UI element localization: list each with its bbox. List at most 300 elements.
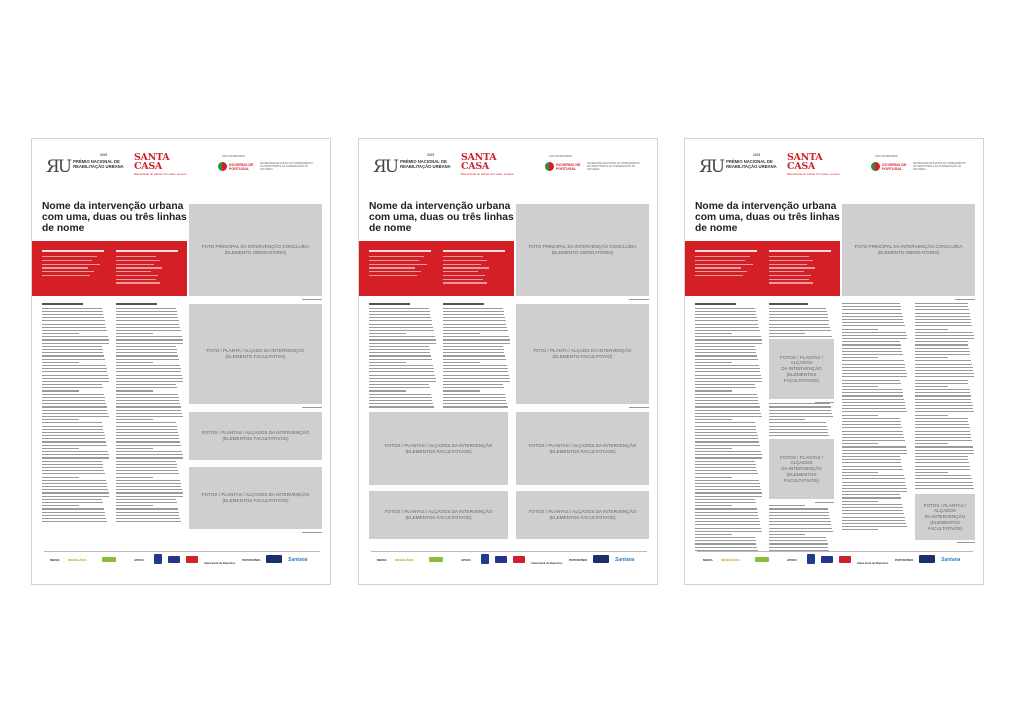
sponsor-logo-s (481, 554, 489, 564)
text-line (369, 390, 406, 391)
text-line (842, 472, 878, 473)
text-line (842, 510, 903, 511)
text-line (695, 537, 755, 538)
gallery-left-note: (ELEMENTOS FACULTATIVOS) (405, 448, 472, 454)
text-line (769, 457, 834, 458)
text-line (369, 349, 430, 350)
secondary-photo-label: FOTO / PLANTA / ALÇADO DA INTERVENÇÃO (206, 348, 305, 354)
text-line (695, 448, 732, 449)
text-line (695, 435, 758, 436)
text-line (842, 399, 904, 400)
text-line (842, 395, 903, 396)
text-line (695, 445, 760, 446)
text-line (915, 459, 968, 460)
text-line (769, 394, 834, 395)
text-line (915, 437, 971, 438)
text-line (842, 325, 905, 326)
gallery-right-note-2: (ELEMENTOS FACULTATIVOS) (549, 515, 616, 520)
text-line (769, 432, 828, 433)
text-line (695, 451, 761, 452)
text-line (443, 349, 504, 350)
text-line (695, 381, 762, 382)
text-line (116, 473, 179, 474)
text-line (842, 376, 907, 377)
text-line (769, 336, 832, 337)
text-line (42, 515, 105, 516)
text-line (42, 505, 79, 506)
text-line (116, 518, 180, 519)
text-line (769, 518, 830, 519)
footer-brand-santana: Santana (288, 557, 308, 563)
santa-casa-logo (134, 153, 187, 176)
ru-mark: ЯU (699, 157, 724, 177)
portugal-emblem-icon (218, 162, 227, 171)
text-line (842, 475, 904, 476)
footer-label-media: MEDIA (377, 558, 387, 562)
text-line (842, 520, 905, 521)
footer-label-apoio: APOIO (787, 558, 797, 562)
sc-tagline: Misericórdia de Lisboa. Por todos, sempre. (787, 172, 841, 176)
text-line (842, 392, 903, 393)
text-line (842, 485, 906, 486)
inline-photo-a-label-2: DA INTERVENÇÃO (781, 366, 822, 372)
text-line (369, 375, 435, 376)
text-line (116, 327, 180, 328)
text-line (769, 368, 834, 369)
text-line (842, 380, 900, 381)
text-line (116, 339, 183, 340)
body-text-column-2 (769, 303, 834, 553)
text-line (842, 494, 900, 495)
text-line (695, 419, 732, 420)
gallery-left-note-2: (ELEMENTOS FACULTATIVOS) (405, 515, 472, 520)
text-line (42, 426, 103, 427)
text-line (42, 314, 103, 315)
text-line (915, 389, 970, 390)
footer-label-patrocinio: PATROCÍNIO (569, 558, 588, 562)
text-line (42, 496, 109, 497)
ru-logo (699, 159, 777, 176)
text-line (695, 375, 761, 376)
sc-line2: CASA (787, 161, 815, 172)
text-line (695, 365, 759, 366)
text-line (695, 422, 755, 423)
text-line (695, 362, 732, 363)
text-line (116, 333, 153, 334)
text-line (42, 368, 107, 369)
text-line (695, 359, 758, 360)
sponsor-logo-red (513, 556, 525, 563)
text-line (842, 488, 907, 489)
sponsor-footer (44, 551, 320, 570)
text-line (915, 322, 971, 323)
band-column-right (443, 250, 509, 286)
text-line (915, 313, 970, 314)
info-band (359, 241, 514, 296)
text-line (116, 486, 181, 487)
text-line (769, 381, 834, 382)
footer-brand-imobiliaria: IMOBILIÁRIA (721, 558, 740, 562)
text-line (915, 373, 974, 374)
text-line (915, 329, 948, 330)
text-line (42, 384, 102, 385)
text-line (42, 457, 109, 458)
text-line (915, 456, 968, 457)
text-line (842, 351, 902, 352)
text-line (116, 521, 181, 522)
section-heading (116, 303, 157, 305)
text-line (116, 371, 181, 372)
text-line (443, 371, 508, 372)
text-line (695, 461, 755, 462)
text-line (842, 456, 900, 457)
section-heading (695, 303, 736, 305)
text-line (42, 327, 106, 328)
text-line (116, 346, 176, 347)
text-line (769, 352, 834, 353)
text-line (116, 512, 179, 513)
text-line (769, 343, 834, 344)
text-line (42, 375, 108, 376)
text-line (443, 330, 508, 331)
main-photo-label: FOTO PRINCIPAL DA INTERVENÇÃO CONCLUÍDA (201, 244, 310, 250)
text-line (769, 426, 827, 427)
text-line (842, 316, 903, 317)
ru-line2: REABILITAÇÃO URBANA (726, 164, 777, 169)
text-line (695, 371, 760, 372)
text-line (443, 352, 504, 353)
text-line (915, 309, 969, 310)
text-line (842, 431, 903, 432)
text-line (695, 477, 732, 478)
text-line (695, 426, 756, 427)
text-line (842, 526, 907, 527)
text-line (842, 329, 878, 330)
text-line (769, 492, 834, 493)
text-line (769, 483, 834, 484)
text-line (443, 311, 504, 312)
secondary-photo-placeholder (189, 304, 322, 404)
sponsor-logo-navy (593, 555, 609, 563)
section-heading (369, 303, 410, 305)
footer-label-apoio: APOIO (134, 558, 144, 562)
text-line (42, 330, 107, 331)
text-line (842, 411, 907, 412)
text-line (769, 339, 834, 340)
text-line (842, 434, 903, 435)
body-text-column-2 (443, 303, 511, 410)
text-line (769, 355, 834, 356)
text-line (695, 355, 757, 356)
text-line (842, 344, 901, 345)
secondary-photo-note: (ELEMENTO FACULTATIVO) (225, 354, 286, 359)
inline-photo-b-label: FOTOS / PLANTAS / ALÇADOS (780, 454, 823, 466)
text-line (915, 475, 971, 476)
text-line (116, 410, 181, 411)
text-line (842, 332, 906, 333)
text-line (116, 457, 183, 458)
sc-line1: SANTA (461, 152, 497, 163)
sponsor-logo-navy (266, 555, 282, 563)
text-line (695, 540, 756, 541)
text-line (915, 386, 948, 387)
text-line (842, 383, 901, 384)
text-line (116, 451, 182, 452)
text-line (116, 368, 181, 369)
text-line (695, 470, 757, 471)
text-line (769, 387, 834, 388)
text-line (42, 508, 104, 509)
sponsor-logo-blue (495, 556, 507, 563)
text-line (116, 422, 176, 423)
text-line (443, 314, 504, 315)
portugal-emblem-icon (545, 162, 554, 171)
text-line (842, 469, 903, 470)
poster-layout-1 (31, 138, 331, 585)
text-line (369, 343, 436, 344)
text-line (915, 472, 948, 473)
ru-line1: PRÉMIO NACIONAL DE (73, 159, 120, 164)
text-line (443, 381, 510, 382)
text-line (695, 502, 756, 503)
text-line (369, 378, 436, 379)
text-line (42, 489, 108, 490)
text-line (842, 427, 902, 428)
text-line (369, 330, 434, 331)
text-line (369, 381, 436, 382)
portugal-emblem-icon (871, 162, 880, 171)
text-line (842, 386, 878, 387)
text-line (769, 540, 827, 541)
text-line (695, 400, 758, 401)
main-photo-note: (ELEMENTO OBRIGATÓRIO) (877, 250, 940, 255)
text-line (695, 483, 760, 484)
sponsor-logo-blue (168, 556, 180, 563)
text-line (842, 373, 907, 374)
text-line (369, 336, 435, 337)
text-line (842, 453, 907, 454)
text-line (769, 346, 834, 347)
text-line (842, 491, 907, 492)
text-line (116, 464, 177, 465)
footer-brand-santana: Santana (941, 557, 961, 563)
text-line (769, 330, 831, 331)
text-line (769, 489, 834, 490)
text-line (116, 483, 181, 484)
main-photo-placeholder (189, 204, 322, 296)
text-line (842, 421, 901, 422)
sponsor-logo-s (807, 554, 815, 564)
text-line (915, 462, 969, 463)
text-line (842, 523, 906, 524)
text-line (769, 416, 833, 417)
text-line (42, 470, 104, 471)
text-line (842, 322, 904, 323)
text-line (915, 402, 972, 403)
sc-tagline: Misericórdia de Lisboa. Por todos, sempre. (461, 172, 515, 176)
gallery-right-row-2 (516, 491, 649, 539)
text-line (695, 492, 762, 493)
ru-year: 2015 (427, 153, 435, 157)
text-line (695, 387, 756, 388)
text-line (695, 512, 758, 513)
text-line (695, 336, 761, 337)
body-text-column-1 (369, 303, 437, 410)
text-line (842, 335, 907, 336)
santa-casa-logo (787, 153, 840, 176)
text-line (42, 359, 105, 360)
text-line (769, 422, 826, 423)
text-line (769, 461, 834, 462)
text-line (915, 440, 972, 441)
text-line (369, 327, 433, 328)
text-line (695, 429, 756, 430)
text-line (42, 381, 109, 382)
text-line (915, 335, 974, 336)
text-line (116, 397, 179, 398)
secondary-photo-label: FOTO / PLANTA / ALÇADO DA INTERVENÇÃO (533, 348, 632, 354)
text-line (116, 502, 177, 503)
footer-brand-cgd: Caixa Geral de Depósitos (204, 562, 236, 565)
text-line (769, 327, 830, 328)
text-line (116, 381, 183, 382)
main-photo-label: FOTO PRINCIPAL DA INTERVENÇÃO CONCLUÍDA (854, 244, 963, 250)
text-line (769, 480, 834, 481)
text-line (42, 438, 105, 439)
info-band (32, 241, 187, 296)
text-line (842, 437, 904, 438)
text-line (42, 336, 108, 337)
text-line (42, 518, 106, 519)
text-line (842, 357, 878, 358)
governo-logo (545, 162, 640, 171)
text-line (42, 419, 79, 420)
text-line (443, 397, 506, 398)
text-line (769, 445, 834, 446)
text-line (369, 320, 432, 321)
text-line (443, 333, 480, 334)
gallery-row-2 (189, 467, 322, 529)
text-line (842, 370, 906, 371)
intervention-title: Nome da intervenção urbana com uma, duas ou três linhas de nome (695, 201, 840, 234)
text-line (915, 408, 973, 409)
text-line (695, 308, 755, 309)
text-line (42, 311, 103, 312)
ru-logo (46, 159, 124, 176)
text-line (695, 547, 757, 548)
text-line (915, 427, 970, 428)
text-line (769, 496, 834, 497)
text-line (695, 473, 758, 474)
text-line (443, 384, 503, 385)
text-line (695, 397, 758, 398)
poster-layout-3 (684, 138, 984, 585)
text-line (769, 441, 834, 442)
band-column-left (369, 250, 435, 279)
text-line (42, 362, 79, 363)
text-line (769, 486, 834, 487)
text-line (443, 308, 503, 309)
text-line (695, 534, 732, 535)
text-line (769, 467, 834, 468)
text-line (915, 431, 970, 432)
governo-logo (871, 162, 966, 171)
text-line (915, 370, 973, 371)
text-line (915, 488, 974, 489)
gallery-label: FOTOS / PLANTAS / ALÇADOS DA INTERVENÇÃO (201, 430, 310, 436)
text-line (42, 454, 109, 455)
text-line (915, 434, 971, 435)
text-line (915, 354, 970, 355)
text-line (842, 424, 901, 425)
text-line (695, 406, 760, 407)
text-line (695, 330, 760, 331)
text-line (769, 308, 826, 309)
text-line (842, 482, 905, 483)
text-line (769, 333, 805, 334)
text-line (116, 441, 180, 442)
text-line (369, 317, 431, 318)
text-line (769, 349, 834, 350)
text-line (42, 339, 109, 340)
text-line (116, 336, 182, 337)
text-line (769, 499, 834, 500)
sponsor-footer (697, 551, 973, 570)
text-line (769, 531, 833, 532)
text-line (842, 354, 903, 355)
text-line (842, 517, 905, 518)
text-line (915, 316, 970, 317)
text-line (42, 406, 107, 407)
footer-label-media: MEDIA (50, 558, 60, 562)
ru-line1: PRÉMIO NACIONAL DE (400, 159, 447, 164)
text-line (695, 333, 732, 334)
text-line (116, 352, 177, 353)
text-line (769, 528, 832, 529)
text-line (443, 368, 508, 369)
gov-line1: GOVERNO DE (882, 162, 907, 167)
text-line (42, 461, 102, 462)
text-line (915, 319, 971, 320)
text-line (915, 303, 968, 304)
text-line (42, 378, 109, 379)
text-line (695, 489, 761, 490)
text-line (42, 349, 103, 350)
gallery-note-2: (ELEMENTOS FACULTATIVOS) (222, 498, 289, 503)
text-line (369, 314, 430, 315)
text-line (116, 324, 179, 325)
gallery-left-label: FOTOS / PLANTAS / ALÇADOS DA INTERVENÇÃO (384, 442, 493, 448)
text-line (369, 384, 429, 385)
inline-photo-c (915, 494, 975, 540)
sponsor-logo-green (755, 557, 769, 562)
text-line (369, 311, 430, 312)
text-line (769, 477, 834, 478)
text-line (769, 435, 829, 436)
sponsor-logo-green (102, 557, 116, 562)
text-line (769, 473, 834, 474)
text-line (842, 440, 905, 441)
text-line (842, 338, 907, 339)
text-line (915, 325, 972, 326)
band-column-right (116, 250, 182, 286)
text-line (695, 441, 759, 442)
section-heading (769, 303, 808, 305)
text-line (695, 384, 755, 385)
text-line (116, 416, 183, 417)
text-line (42, 521, 107, 522)
ru-line2: REABILITAÇÃO URBANA (400, 164, 451, 169)
